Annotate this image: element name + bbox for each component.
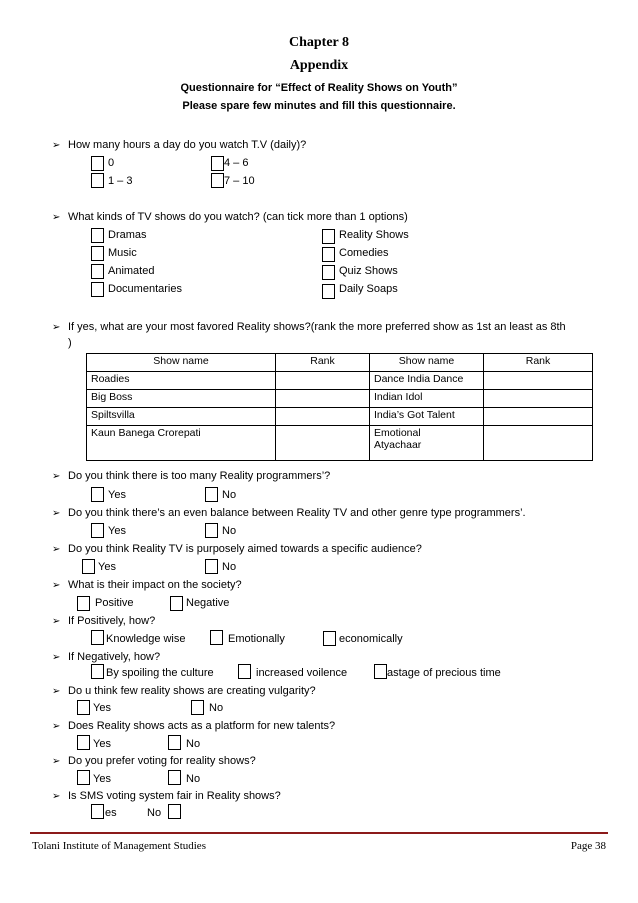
footer-page-number: Page 38 [570, 840, 606, 852]
checkbox-reality-shows[interactable] [322, 229, 335, 244]
appendix-heading: Appendix [289, 58, 349, 73]
option-label: Positive [95, 597, 134, 609]
checkbox-knowledge-wise[interactable] [91, 630, 104, 645]
checkbox-0-hours[interactable] [91, 156, 104, 171]
option-label: 1 – 3 [108, 175, 133, 187]
bullet-icon: ➢ [52, 721, 61, 732]
question-7: What is their impact on the society? [68, 579, 242, 591]
question-3: If yes, what are your most favored Reality shows?(rank the more preferred show as 1st an least as 8th [68, 321, 566, 333]
rank-cell[interactable] [276, 372, 370, 390]
column-header: Show name [87, 354, 276, 372]
bullet-icon: ➢ [52, 616, 61, 627]
option-label: Yes [93, 702, 111, 714]
show-name-cell: Roadies [87, 372, 276, 390]
option-label: Music [108, 247, 137, 259]
checkbox-4-6-hours[interactable] [211, 156, 224, 171]
checkbox-yes[interactable] [91, 523, 104, 538]
option-label: 7 – 10 [224, 175, 255, 187]
bullet-icon: ➢ [52, 580, 61, 591]
option-label: es [105, 807, 117, 819]
checkbox-music[interactable] [91, 246, 104, 261]
footer-divider [30, 832, 608, 834]
option-label: Daily Soaps [339, 283, 398, 295]
bullet-icon: ➢ [52, 212, 61, 223]
question-2: What kinds of TV shows do you watch? (can tick more than 1 options) [68, 211, 408, 223]
checkbox-yes[interactable] [91, 804, 104, 819]
option-label: Yes [98, 561, 116, 573]
footer-institute: Tolani Institute of Management Studies [32, 840, 206, 852]
checkbox-positive[interactable] [77, 596, 90, 611]
option-label: 4 – 6 [224, 157, 249, 169]
show-name-cell: Kaun Banega Crorepati [87, 426, 276, 461]
option-label: Quiz Shows [339, 265, 398, 277]
checkbox-economically[interactable] [323, 631, 336, 646]
question-5: Do you think there’s an even balance between Reality TV and other genre type programmers’. [68, 507, 526, 519]
checkbox-animated[interactable] [91, 264, 104, 279]
option-label: Emotionally [228, 633, 285, 645]
column-header: Show name [370, 354, 484, 372]
show-name-cell: Indian Idol [370, 390, 484, 408]
checkbox-daily-soaps[interactable] [322, 284, 335, 299]
bullet-icon: ➢ [52, 140, 61, 151]
rank-cell[interactable] [484, 372, 593, 390]
show-name-cell: Big Boss [87, 390, 276, 408]
checkbox-no[interactable] [205, 487, 218, 502]
option-label: Documentaries [108, 283, 182, 295]
bullet-icon: ➢ [52, 756, 61, 767]
show-name-cell: Dance India Dance [370, 372, 484, 390]
checkbox-yes[interactable] [77, 735, 90, 750]
question-10: Do u think few reality shows are creating vulgarity? [68, 685, 316, 697]
checkbox-wastage-of-time[interactable] [374, 664, 387, 679]
option-label: No [222, 561, 237, 573]
checkbox-comedies[interactable] [322, 247, 335, 262]
question-4: Do you think there is too many Reality programmers’? [68, 470, 331, 482]
rank-cell[interactable] [484, 390, 593, 408]
option-label: Knowledge wise [106, 633, 186, 645]
show-name-cell [370, 426, 484, 461]
table-row [87, 372, 593, 390]
checkbox-no[interactable] [205, 523, 218, 538]
checkbox-no[interactable] [205, 559, 218, 574]
show-name-cell: Spiltsvilla [87, 408, 276, 426]
checkbox-quiz-shows[interactable] [322, 265, 335, 280]
question-11: Does Reality shows acts as a platform for new talents? [68, 720, 336, 732]
option-label: Yes [108, 525, 126, 537]
checkbox-negative[interactable] [170, 596, 183, 611]
option-label: No [222, 489, 237, 501]
option-label: Comedies [339, 247, 389, 259]
option-label: No [222, 525, 237, 537]
checkbox-yes[interactable] [82, 559, 95, 574]
checkbox-7-10-hours[interactable] [211, 173, 224, 188]
option-label: Yes [93, 773, 111, 785]
checkbox-documentaries[interactable] [91, 282, 104, 297]
show-name-line2: Atyachaar [374, 439, 422, 451]
question-3-cont: ) [68, 337, 72, 349]
table-row [87, 426, 593, 461]
show-name-cell: India’s Got Talent [370, 408, 484, 426]
column-header: Rank [484, 354, 593, 372]
question-12: Do you prefer voting for reality shows? [68, 755, 256, 767]
checkbox-no[interactable] [168, 770, 181, 785]
bullet-icon: ➢ [52, 652, 61, 663]
option-label: Yes [93, 738, 111, 750]
question-9: If Negatively, how? [68, 651, 161, 663]
checkbox-no[interactable] [168, 735, 181, 750]
option-label: No [186, 738, 201, 750]
option-label: economically [339, 633, 403, 645]
checkbox-spoiling-culture[interactable] [91, 664, 104, 679]
question-8: If Positively, how? [68, 615, 156, 627]
question-1: How many hours a day do you watch T.V (daily)? [68, 139, 307, 151]
option-label: 0 [108, 157, 115, 169]
option-label: Yes [108, 489, 126, 501]
checkbox-yes[interactable] [91, 487, 104, 502]
checkbox-yes[interactable] [77, 700, 90, 715]
table-header-row [87, 354, 593, 372]
bullet-icon: ➢ [52, 322, 61, 333]
question-13: Is SMS voting system fair in Reality shows? [68, 790, 281, 802]
checkbox-increased-violence[interactable] [238, 664, 251, 679]
checkbox-no[interactable] [191, 700, 204, 715]
bullet-icon: ➢ [52, 686, 61, 697]
checkbox-yes[interactable] [77, 770, 90, 785]
bullet-icon: ➢ [52, 508, 61, 519]
option-label: Reality Shows [339, 229, 409, 241]
option-label: increased voilence [256, 667, 348, 679]
option-label: Animated [108, 265, 155, 277]
option-label: By spoiling the culture [106, 667, 214, 679]
rank-cell[interactable] [276, 390, 370, 408]
rank-cell[interactable] [484, 408, 593, 426]
rank-cell[interactable] [276, 426, 370, 461]
rank-cell[interactable] [484, 426, 593, 461]
option-label: Dramas [108, 229, 147, 241]
checkbox-emotionally[interactable] [210, 630, 223, 645]
option-label: No [147, 807, 162, 819]
option-label: Negative [186, 597, 230, 609]
bullet-icon: ➢ [52, 544, 61, 555]
option-label: astage of precious time [387, 667, 501, 679]
bullet-icon: ➢ [52, 791, 61, 802]
column-header: Rank [276, 354, 370, 372]
option-label: No [209, 702, 224, 714]
option-label: No [186, 773, 201, 785]
rank-table [86, 353, 593, 461]
questionnaire-subtitle: Please spare few minutes and fill this questionnaire. [182, 100, 456, 112]
table-row [87, 390, 593, 408]
checkbox-no[interactable] [168, 804, 181, 819]
rank-cell[interactable] [276, 408, 370, 426]
checkbox-dramas[interactable] [91, 228, 104, 243]
checkbox-1-3-hours[interactable] [91, 173, 104, 188]
table-row [87, 408, 593, 426]
chapter-heading: Chapter 8 [288, 35, 350, 50]
show-name-line1: Emotional [374, 427, 421, 439]
question-6: Do you think Reality TV is purposely aimed towards a specific audience? [68, 543, 422, 555]
bullet-icon: ➢ [52, 471, 61, 482]
questionnaire-title: Questionnaire for “Effect of Reality Shows on Youth” [180, 82, 458, 94]
